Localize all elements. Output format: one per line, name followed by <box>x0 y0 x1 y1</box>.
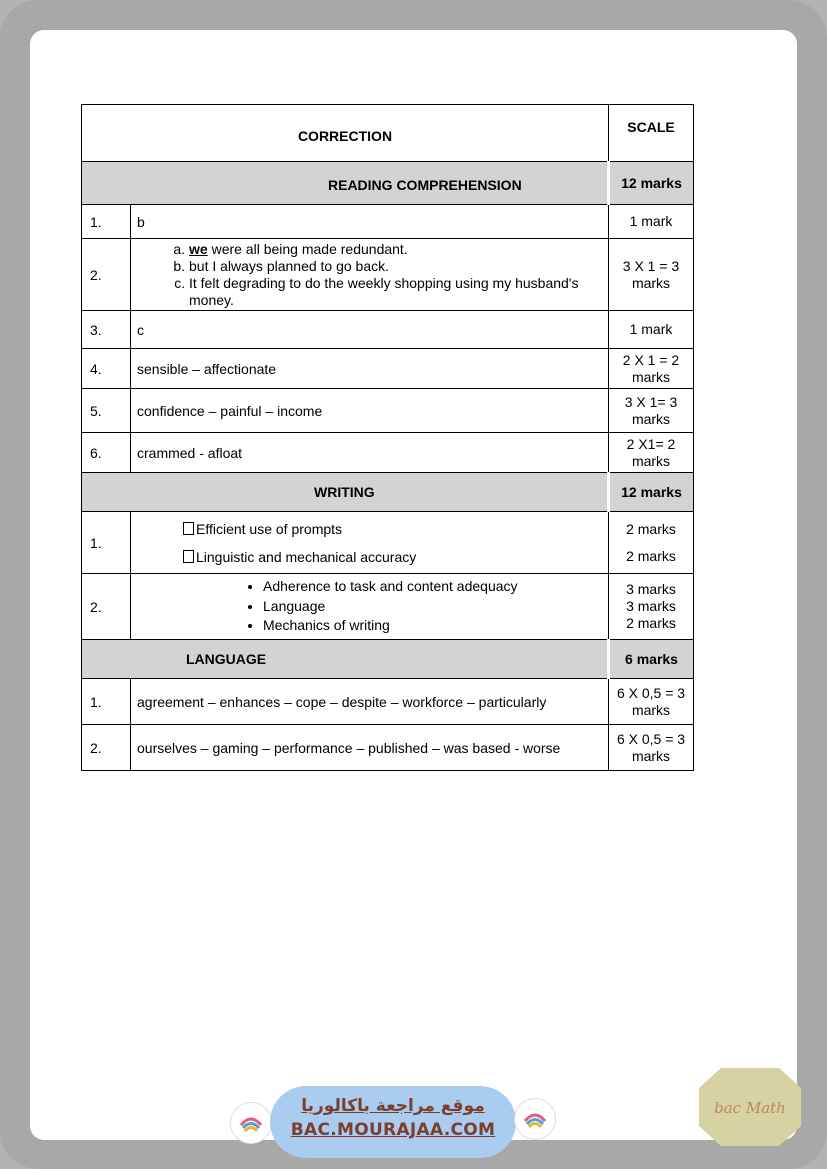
site-logo-icon <box>230 1102 272 1144</box>
list-item <box>189 258 608 275</box>
row-number: 1. <box>82 679 131 725</box>
table-row <box>82 433 694 473</box>
row-scale: 3 X 1= 3 marks <box>609 389 694 433</box>
row-number: 5. <box>82 389 131 433</box>
footer-banner[interactable] <box>270 1086 516 1158</box>
row-scale: 1 mark <box>609 311 694 349</box>
site-logo-icon <box>514 1098 556 1140</box>
section-title-reading: READING COMPREHENSION <box>82 162 609 205</box>
table-row <box>82 205 694 239</box>
row-answer: sensible – affectionate <box>131 349 609 389</box>
criterion-text: Efficient use of prompts <box>196 520 343 537</box>
table-row <box>82 349 694 389</box>
row-answer: confidence – painful – income <box>131 389 609 433</box>
row-scale: 3 X 1 = 3 marks <box>609 239 694 311</box>
section-language <box>82 640 694 679</box>
row-criteria <box>131 512 609 574</box>
row-number: 1. <box>82 205 131 239</box>
row-answer: agreement – enhances – cope – despite – workforce – particularly <box>131 679 609 725</box>
row-number: 2. <box>82 574 131 640</box>
criterion-item <box>183 515 608 543</box>
row-scale: 1 mark <box>609 205 694 239</box>
row-answer: crammed - afloat <box>131 433 609 473</box>
list-item <box>189 275 608 309</box>
list-item: • Mechanics of writing <box>263 616 608 636</box>
row-scale: 6 X 0,5 = 3 marks <box>609 725 694 771</box>
section-marks-reading: 12 marks <box>609 162 694 205</box>
table-row <box>82 725 694 771</box>
table-row <box>82 679 694 725</box>
checkbox-glyph-icon <box>183 550 194 563</box>
answer-list <box>137 241 608 309</box>
table-row <box>82 239 694 311</box>
criterion-scale: 2 marks <box>626 615 676 631</box>
row-scale: 2 X 1 = 2 marks <box>609 349 694 389</box>
row-number: 2. <box>82 725 131 771</box>
scale-header: SCALE <box>609 105 694 162</box>
row-number: 4. <box>82 349 131 389</box>
criterion-scale: 3 marks <box>626 581 676 597</box>
list-item <box>189 241 608 258</box>
watermark-text: bac Math <box>714 1099 786 1117</box>
row-criteria <box>131 574 609 640</box>
section-title-language: LANGUAGE <box>82 640 609 679</box>
table-header-row <box>82 105 694 162</box>
correction-header: CORRECTION <box>82 105 609 162</box>
list-item-text: were all being made redundant. <box>207 240 408 257</box>
row-answer: ourselves – gaming – performance – published – was based - worse <box>131 725 609 771</box>
section-marks-writing: 12 marks <box>609 473 694 512</box>
criterion-item <box>183 543 608 571</box>
footer-arabic-title[interactable]: موقع مراجعة باكالوريا <box>301 1096 485 1116</box>
table-row <box>82 512 694 574</box>
row-number: 2. <box>82 239 131 311</box>
row-number: 3. <box>82 311 131 349</box>
list-item: • Adherence to task and content adequacy <box>263 577 608 597</box>
row-answer: b <box>131 205 609 239</box>
footer-url-link[interactable]: BAC.MOURAJAA.COM <box>290 1120 496 1140</box>
criterion-scale: 2 marks <box>626 520 676 537</box>
row-scale: 2 X1= 2 marks <box>609 433 694 473</box>
criteria-list <box>131 577 608 636</box>
row-scales <box>609 574 694 640</box>
criterion-text: Linguistic and mechanical accuracy <box>196 548 417 565</box>
row-scale: 6 X 0,5 = 3 marks <box>609 679 694 725</box>
checkbox-glyph-icon <box>183 522 194 535</box>
section-writing <box>82 473 694 512</box>
list-item-text: but I always planned to go back. <box>189 257 390 274</box>
criterion-scale: 2 marks <box>626 547 676 564</box>
emphasis-word: we <box>189 240 208 257</box>
table-row <box>82 311 694 349</box>
row-answer: c <box>131 311 609 349</box>
table-row <box>82 389 694 433</box>
bac-math-logo-icon <box>697 1066 803 1148</box>
table-row <box>82 574 694 640</box>
correction-table <box>81 104 694 771</box>
criterion-scale: 3 marks <box>626 598 676 614</box>
section-marks-language: 6 marks <box>609 640 694 679</box>
list-item-text: It felt degrading to do the weekly shopping using my husband's money. <box>189 274 579 308</box>
section-reading <box>82 162 694 205</box>
list-item: • Language <box>263 597 608 617</box>
row-number: 1. <box>82 512 131 574</box>
row-scales <box>609 512 694 574</box>
section-title-writing: WRITING <box>82 473 609 512</box>
row-answer-list <box>131 239 609 311</box>
row-number: 6. <box>82 433 131 473</box>
